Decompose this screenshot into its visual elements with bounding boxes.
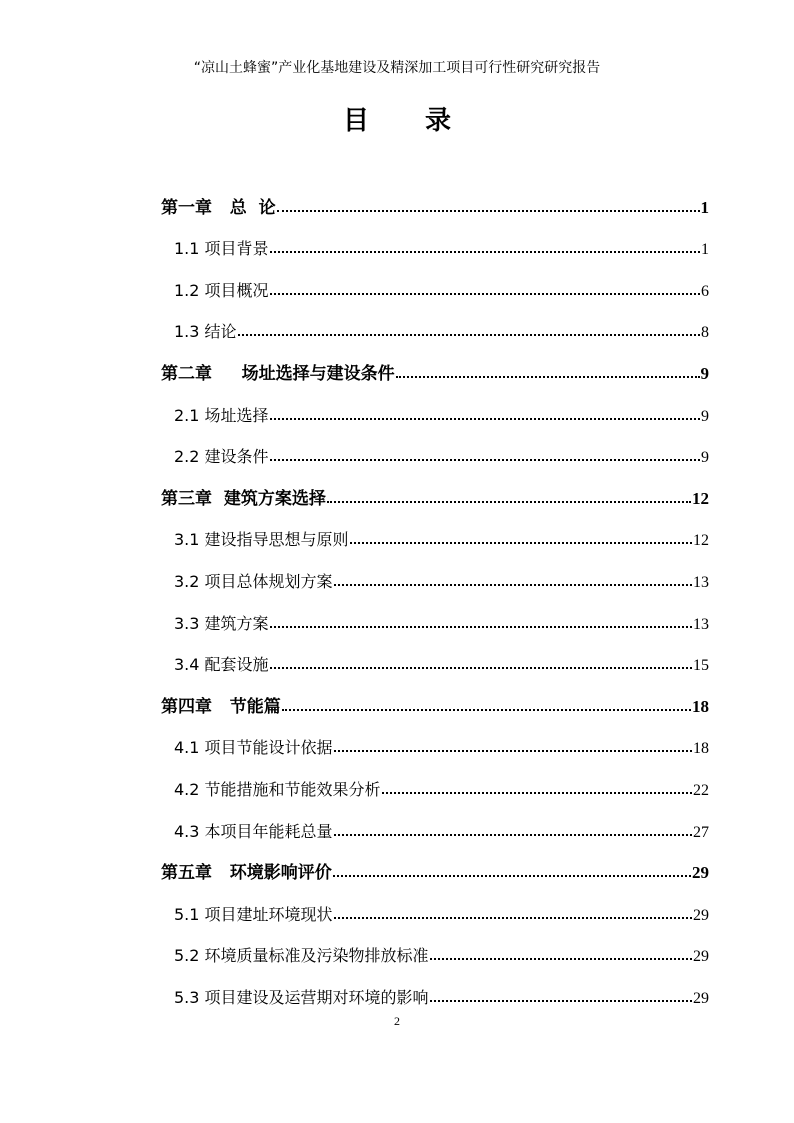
toc-entry-label: 4.2 节能措施和节能效果分析 <box>174 779 381 799</box>
dot-leader <box>334 584 692 586</box>
toc-section-entry[interactable] <box>161 804 709 846</box>
toc-entry-label: 3.1 建设指导思想与原则 <box>174 530 349 550</box>
toc-section-entry[interactable] <box>161 887 709 929</box>
toc-entry-page-number: 12 <box>692 488 709 508</box>
toc-section-entry[interactable] <box>161 970 709 1012</box>
toc-entry-label: 3.4 配套设施 <box>174 655 269 675</box>
toc-entry-page-number: 15 <box>693 657 709 675</box>
toc-section-entry[interactable] <box>161 222 709 264</box>
toc-entry-label: 5.3 项目建设及运营期对环境的影响 <box>174 987 429 1007</box>
dot-leader <box>396 376 700 378</box>
dot-leader <box>350 542 692 544</box>
toc-entry-label: 4.1 项目节能设计依据 <box>174 738 333 758</box>
toc-entry-label: 第二章 场址选择与建设条件 <box>161 363 395 384</box>
toc-entry-page-number: 29 <box>692 863 709 883</box>
dot-leader <box>430 958 692 960</box>
dot-leader <box>270 251 700 253</box>
toc-entry-label: 1.3 结论 <box>174 322 237 342</box>
toc-entry-label: 5.2 环境质量标准及污染物排放标准 <box>174 946 429 966</box>
toc-entry-page-number: 29 <box>693 948 709 966</box>
toc-chapter-entry[interactable] <box>161 471 709 513</box>
toc-entry-page-number: 22 <box>693 781 709 799</box>
toc-entry-label: 5.1 项目建址环境现状 <box>174 904 333 924</box>
toc-entry-label: 3.2 项目总体规划方案 <box>174 571 333 591</box>
toc-section-entry[interactable] <box>161 596 709 638</box>
dot-leader <box>430 1000 692 1002</box>
dot-leader <box>334 750 692 752</box>
toc-entry-page-number: 9 <box>701 407 709 425</box>
dot-leader <box>327 501 691 503</box>
running-header: “凉山土蜂蜜”产业化基地建设及精深加工项目可行性研究研究报告 <box>193 60 601 76</box>
toc-entry-page-number: 18 <box>692 696 709 716</box>
toc-title <box>0 100 794 137</box>
toc-entry-page-number: 29 <box>693 906 709 924</box>
toc-entry-page-number: 6 <box>701 282 709 300</box>
toc-entry-page-number: 9 <box>700 363 709 383</box>
toc-section-entry[interactable] <box>161 513 709 555</box>
toc-section-entry[interactable] <box>161 638 709 680</box>
toc-section-entry[interactable] <box>161 929 709 971</box>
toc-entry-page-number: 8 <box>701 324 709 342</box>
dot-leader <box>334 834 692 836</box>
toc-section-entry[interactable] <box>161 388 709 430</box>
dot-leader <box>277 210 700 212</box>
toc-chapter-entry[interactable] <box>161 846 709 888</box>
toc-entry-label: 第五章 环境影响评价 <box>161 863 332 884</box>
toc-entry-label: 第一章 总 论 <box>161 197 276 218</box>
dot-leader <box>270 418 700 420</box>
toc-entry-page-number: 29 <box>693 989 709 1007</box>
toc-section-entry[interactable] <box>161 305 709 347</box>
dot-leader <box>334 917 692 919</box>
toc-section-entry[interactable] <box>161 263 709 305</box>
toc-entry-label: 3.3 建筑方案 <box>174 613 269 633</box>
toc-entry-label: 2.2 建设条件 <box>174 447 269 467</box>
toc-entry-page-number: 1 <box>700 197 709 217</box>
toc-entry-page-number: 1 <box>701 241 709 259</box>
toc-entry-page-number: 27 <box>693 823 709 841</box>
toc-section-entry[interactable] <box>161 762 709 804</box>
toc-entry-page-number: 13 <box>693 615 709 633</box>
toc-title-char-2: 录 <box>425 106 452 136</box>
dot-leader <box>238 334 700 336</box>
dot-leader <box>270 459 700 461</box>
dot-leader <box>270 293 700 295</box>
toc-entry-label: 1.2 项目概况 <box>174 280 269 300</box>
toc-entry-label: 第四章 节能篇 <box>161 696 281 717</box>
toc-section-entry[interactable] <box>161 721 709 763</box>
toc-entry-label: 1.1 项目背景 <box>174 239 269 259</box>
dot-leader <box>270 667 692 669</box>
toc-entry-label: 4.3 本项目年能耗总量 <box>174 821 333 841</box>
table-of-contents <box>161 180 709 1012</box>
toc-entry-label: 2.1 场址选择 <box>174 405 269 425</box>
dot-leader <box>282 709 691 711</box>
dot-leader <box>333 875 691 877</box>
toc-chapter-entry[interactable] <box>161 679 709 721</box>
dot-leader <box>382 792 692 794</box>
toc-entry-page-number: 12 <box>693 532 709 550</box>
page-number: 2 <box>394 1014 400 1028</box>
toc-section-entry[interactable] <box>161 430 709 472</box>
toc-title-char-1: 目 <box>342 106 369 136</box>
toc-entry-label: 第三章 建筑方案选择 <box>161 488 326 509</box>
toc-entry-page-number: 9 <box>701 449 709 467</box>
toc-section-entry[interactable] <box>161 554 709 596</box>
toc-chapter-entry[interactable] <box>161 180 709 222</box>
dot-leader <box>270 626 692 628</box>
toc-entry-page-number: 13 <box>693 573 709 591</box>
toc-entry-page-number: 18 <box>693 740 709 758</box>
toc-chapter-entry[interactable] <box>161 346 709 388</box>
